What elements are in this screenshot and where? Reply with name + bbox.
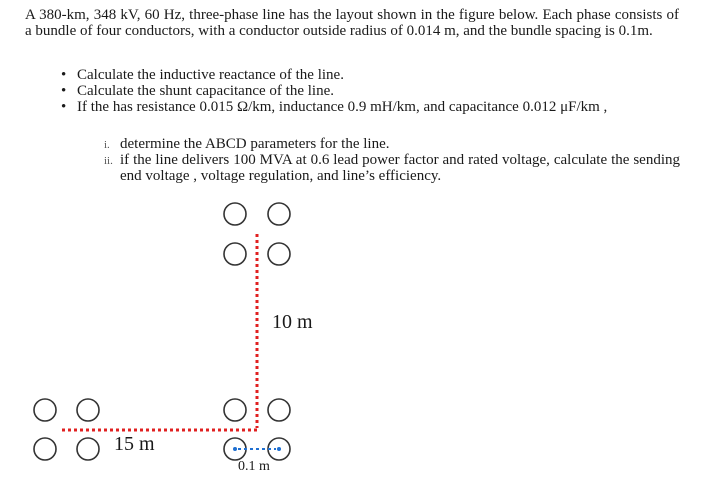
bullet-icon: • xyxy=(61,83,67,99)
conductor xyxy=(77,438,99,460)
bundle-bottom-left xyxy=(34,399,99,460)
conductor xyxy=(268,243,290,265)
conductor xyxy=(224,203,246,225)
subtask-number: ii. xyxy=(104,155,113,167)
bundle-spacing-label: 0.1 m xyxy=(238,459,270,474)
phase-spacing-lines xyxy=(62,234,257,430)
conductor xyxy=(34,399,56,421)
dot-icon xyxy=(277,447,281,451)
bundle-spacing-line xyxy=(233,447,281,451)
task-text: Calculate the inductive reactance of the line. xyxy=(77,67,344,83)
problem-statement: A 380-km, 348 kV, 60 Hz, three-phase line has the layout shown in the figure below. Each phase consists of a bundle of four conductors, with a conductor outside radius of 0.014 m, and the bundle spacing is 0.1m. xyxy=(25,7,679,39)
subtask-number: i. xyxy=(104,139,110,151)
conductor xyxy=(34,438,56,460)
bullet-icon: • xyxy=(61,67,67,83)
conductor xyxy=(224,399,246,421)
task-text: If the has resistance 0.015 Ω/km, inductance 0.9 mH/km, and capacitance 0.012 μF/km , xyxy=(77,99,608,115)
subtask-text: determine the ABCD parameters for the line. xyxy=(120,136,390,152)
conductor xyxy=(268,399,290,421)
conductor xyxy=(77,399,99,421)
subtask-text: if the line delivers 100 MVA at 0.6 lead power factor and rated voltage, calculate the sending end voltage , voltage regulation, and line’s efficiency. xyxy=(120,152,680,184)
dot-icon xyxy=(233,447,237,451)
task-text: Calculate the shunt capacitance of the line. xyxy=(77,83,334,99)
conductor xyxy=(268,203,290,225)
conductor xyxy=(224,243,246,265)
bullet-icon: • xyxy=(61,99,67,115)
vertical-spacing-label: 10 m xyxy=(272,311,313,333)
horizontal-spacing-label: 15 m xyxy=(114,433,155,455)
